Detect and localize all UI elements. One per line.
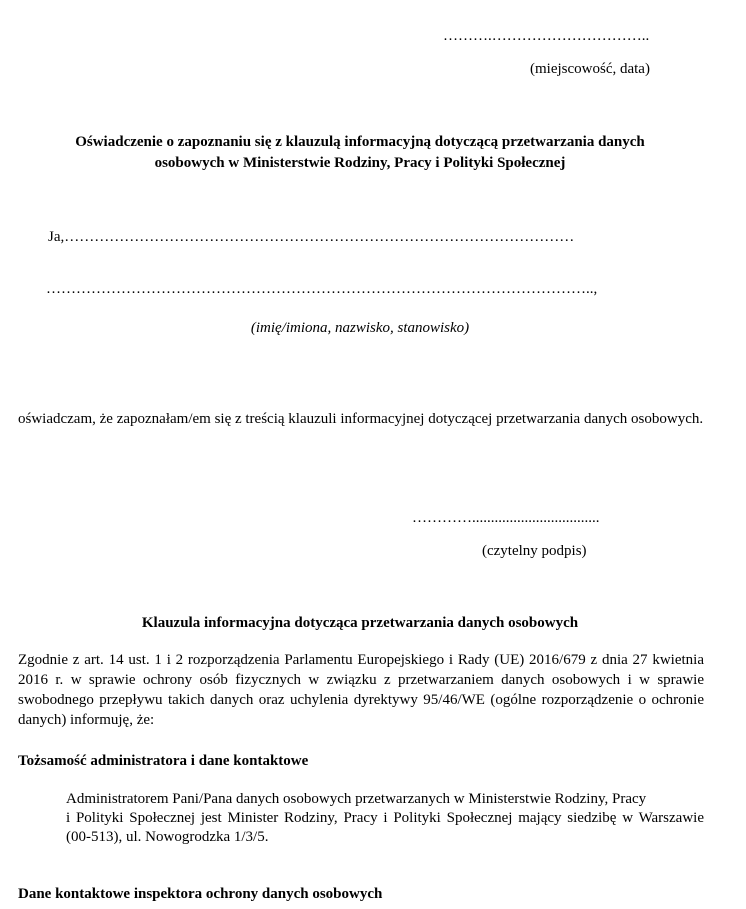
section-body-line2: i Polityki Społecznej jest Minister Rodziny, Pracy i Polityki Społecznej mający siedzibę w Warszawie (00-513), ul. Nowogrodzka 1/3/5.	[66, 810, 704, 845]
name-fill-line: Ja,…………………………………………………………………………………………	[48, 229, 575, 245]
section-body-administrator	[66, 790, 704, 847]
statement-title	[20, 132, 700, 174]
section-heading-administrator: Tożsamość administratora i dane kontaktowe	[18, 753, 309, 769]
statement-title-line2: osobowych w Ministerstwie Rodziny, Pracy i Polityki Społecznej	[154, 155, 566, 171]
place-date-dots: ……….…………………………..	[443, 28, 650, 44]
signature-dots: …………..................................	[412, 510, 600, 526]
clause-title: Klauzula informacyjna dotycząca przetwarzania danych osobowych	[141, 615, 579, 631]
section-heading-dpo: Dane kontaktowe inspektora ochrony danych osobowych	[18, 886, 383, 902]
statement-title-line1: Oświadczenie o zapoznaniu się z klauzulą informacyjną dotyczącą przetwarzania danych	[75, 134, 645, 150]
place-date-label: (miejscowość, data)	[530, 61, 650, 77]
name-label: (imię/imiona, nazwisko, stanowisko)	[250, 320, 470, 336]
section-body-line1: Administratorem Pani/Pana danych osobowych przetwarzanych w Ministerstwie Rodziny, Pracy	[66, 791, 647, 807]
declaration-text: oświadczam, że zapoznałam/em się z treścią klauzuli informacyjnej dotyczącej przetwarzania danych osobowych.	[18, 411, 704, 427]
clause-intro: Zgodnie z art. 14 ust. 1 i 2 rozporządzenia Parlamentu Europejskiego i Rady (UE) 2016/679 z dnia 27 kwietnia 2016 r. w sprawie ochrony osób fizycznych w związku z przetwarzaniem danych osobowych i w sprawie swobodnego przepływu takich danych oraz uchylenia dyrektywy 95/46/WE (ogólne rozporządzenie o ochronie danych) informuję, że:	[18, 652, 704, 728]
name-fill-line-2: ………………………………………………………………………………………………..,	[46, 281, 598, 297]
signature-label: (czytelny podpis)	[482, 543, 587, 559]
